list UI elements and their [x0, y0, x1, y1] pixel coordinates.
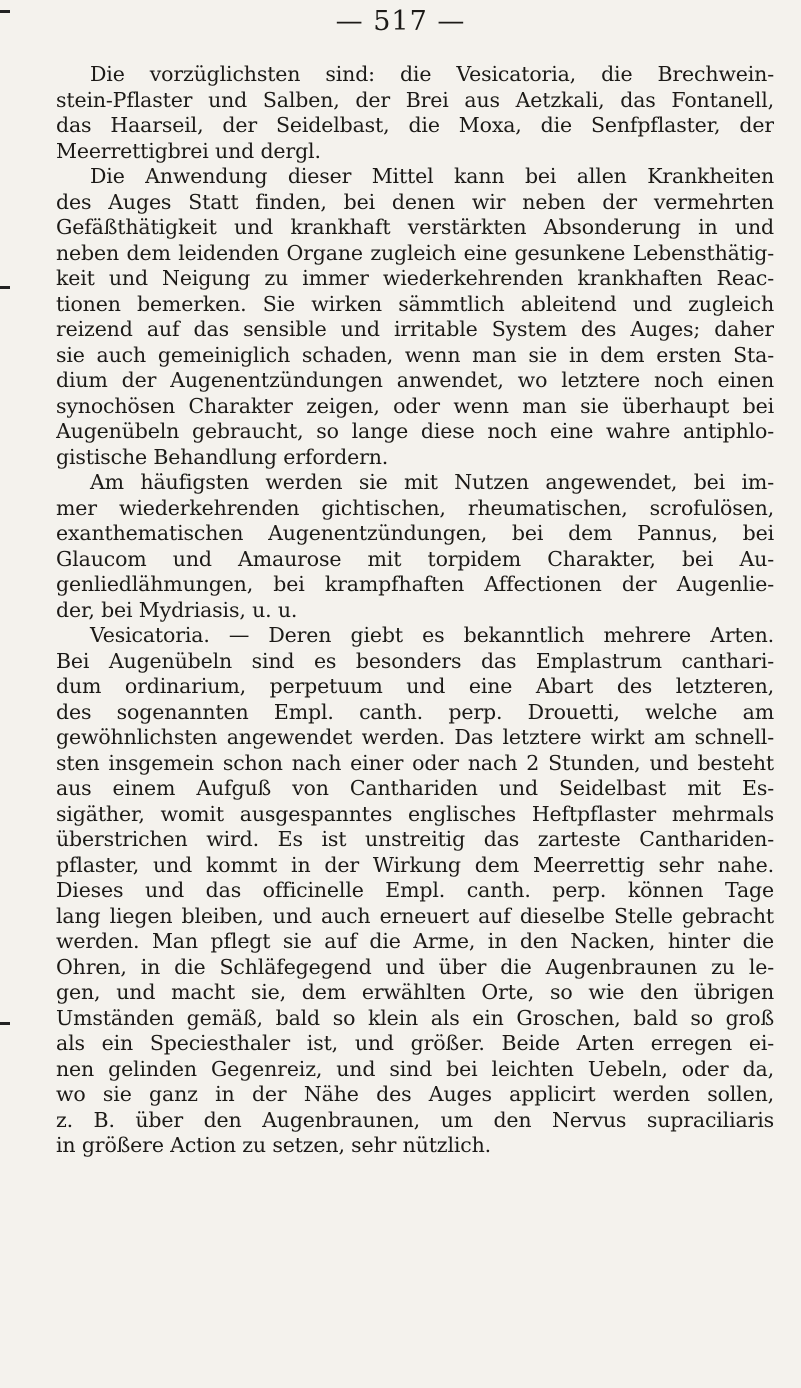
text-line: tionen bemerken. Sie wirken sämmtlich ableitend und zugleich	[56, 291, 774, 316]
text-line: sigäther, womit ausgespanntes englisches Heftpflaster mehrmals	[56, 801, 774, 826]
text-line: der, bei Mydriasis, u. u.	[56, 597, 298, 622]
text-line: mer wiederkehrenden gichtischen, rheumatischen, scrofulösen,	[56, 495, 774, 520]
page-edge-mark	[0, 286, 10, 289]
text-line: als ein Speciesthaler ist, und größer. Beide Arten erregen ei-	[56, 1031, 774, 1055]
text-line: das Haarseil, der Seidelbast, die Moxa, die Senfpflaster, der	[56, 113, 774, 137]
text-line: überstrichen wird. Es ist unstreitig das zarteste Canthariden-	[56, 827, 774, 851]
text-line: gistische Behandlung erfordern.	[56, 444, 389, 469]
text-line: stein-Pflaster und Salben, der Brei aus Aetzkali, das Fontanell,	[56, 87, 774, 112]
text-line: synochösen Charakter zeigen, oder wenn man sie überhaupt bei	[56, 393, 774, 418]
text-line: des sogenannten Empl. canth. perp. Drouetti, welche am	[56, 699, 774, 724]
text-line: sie auch gemeiniglich schaden, wenn man sie in dem ersten Sta-	[56, 342, 774, 367]
text-line: neben dem leidenden Organe zugleich eine gesunkene Lebensthätig-	[56, 240, 774, 265]
text-line: Am häufigsten werden sie mit Nutzen angewendet, bei im-	[90, 470, 774, 494]
text-line: wo sie ganz in der Nähe des Auges applicirt werden sollen,	[56, 1082, 774, 1106]
text-line: reizend auf das sensible und irritable System des Auges; daher	[56, 317, 774, 341]
page-edge-mark	[0, 1022, 10, 1025]
text-line: lang liegen bleiben, und auch erneuert auf dieselbe Stelle gebracht	[56, 903, 774, 928]
text-line: gewöhnlichsten angewendet werden. Das letztere wirkt am schnell-	[56, 725, 774, 749]
text-line: sten insgemein schon nach einer oder nach 2 Stunden, und besteht	[56, 750, 774, 775]
text-line: Bei Augenübeln sind es besonders das Emplastrum canthari-	[56, 648, 774, 673]
text-line: in größere Action zu setzen, sehr nützlich.	[56, 1133, 492, 1157]
text-line: des Auges Statt finden, bei denen wir neben der vermehrten	[56, 189, 774, 214]
text-line: keit und Neigung zu immer wiederkehrenden krankhaften Reac-	[56, 266, 774, 290]
text-line: aus einem Aufguß von Canthariden und Seidelbast mit Es-	[56, 776, 774, 800]
body-text	[56, 62, 774, 1159]
text-line: dum ordinarium, perpetuum und eine Abart des letzteren,	[56, 674, 774, 698]
text-line: Dieses und das officinelle Empl. canth. perp. können Tage	[56, 878, 774, 902]
text-line: gen, und macht sie, dem erwählten Orte, so wie den übrigen	[56, 980, 774, 1004]
page-number: — 517 —	[335, 6, 466, 37]
text-line: dium der Augenentzündungen anwendet, wo letztere noch einen	[56, 368, 774, 392]
text-line: Die vorzüglichsten sind: die Vesicatoria, die Brechwein-	[90, 62, 774, 86]
text-line: Gefäßthätigkeit und krankhaft verstärkten Absonderung in und	[56, 215, 774, 239]
text-line: Umständen gemäß, bald so klein als ein Groschen, bald so groß	[56, 1005, 774, 1030]
text-line: pflaster, und kommt in der Wirkung dem Meerrettig sehr nahe.	[56, 852, 774, 877]
text-line: Meerrettigbrei und dergl.	[56, 138, 321, 163]
text-line: exanthematischen Augenentzündungen, bei dem Pannus, bei	[56, 521, 774, 545]
text-line: z. B. über den Augenbraunen, um den Nervus supraciliaris	[56, 1107, 774, 1132]
text-line: genliedlähmungen, bei krampfhaften Affectionen der Augenlie-	[56, 572, 774, 596]
text-line: Ohren, in die Schläfegegend und über die Augenbraunen zu le-	[56, 954, 774, 979]
page-edge-mark	[0, 10, 10, 13]
text-line: Vesicatoria. — Deren giebt es bekanntlich mehrere Arten.	[90, 623, 774, 647]
text-line: Augenübeln gebraucht, so lange diese noch eine wahre antiphlo-	[56, 419, 774, 443]
text-line: Die Anwendung dieser Mittel kann bei allen Krankheiten	[90, 164, 774, 188]
text-line: Glaucom und Amaurose mit torpidem Charakter, bei Au-	[56, 546, 774, 571]
text-line: nen gelinden Gegenreiz, und sind bei leichten Uebeln, oder da,	[56, 1056, 774, 1081]
text-line: werden. Man pflegt sie auf die Arme, in den Nacken, hinter die	[56, 929, 774, 953]
